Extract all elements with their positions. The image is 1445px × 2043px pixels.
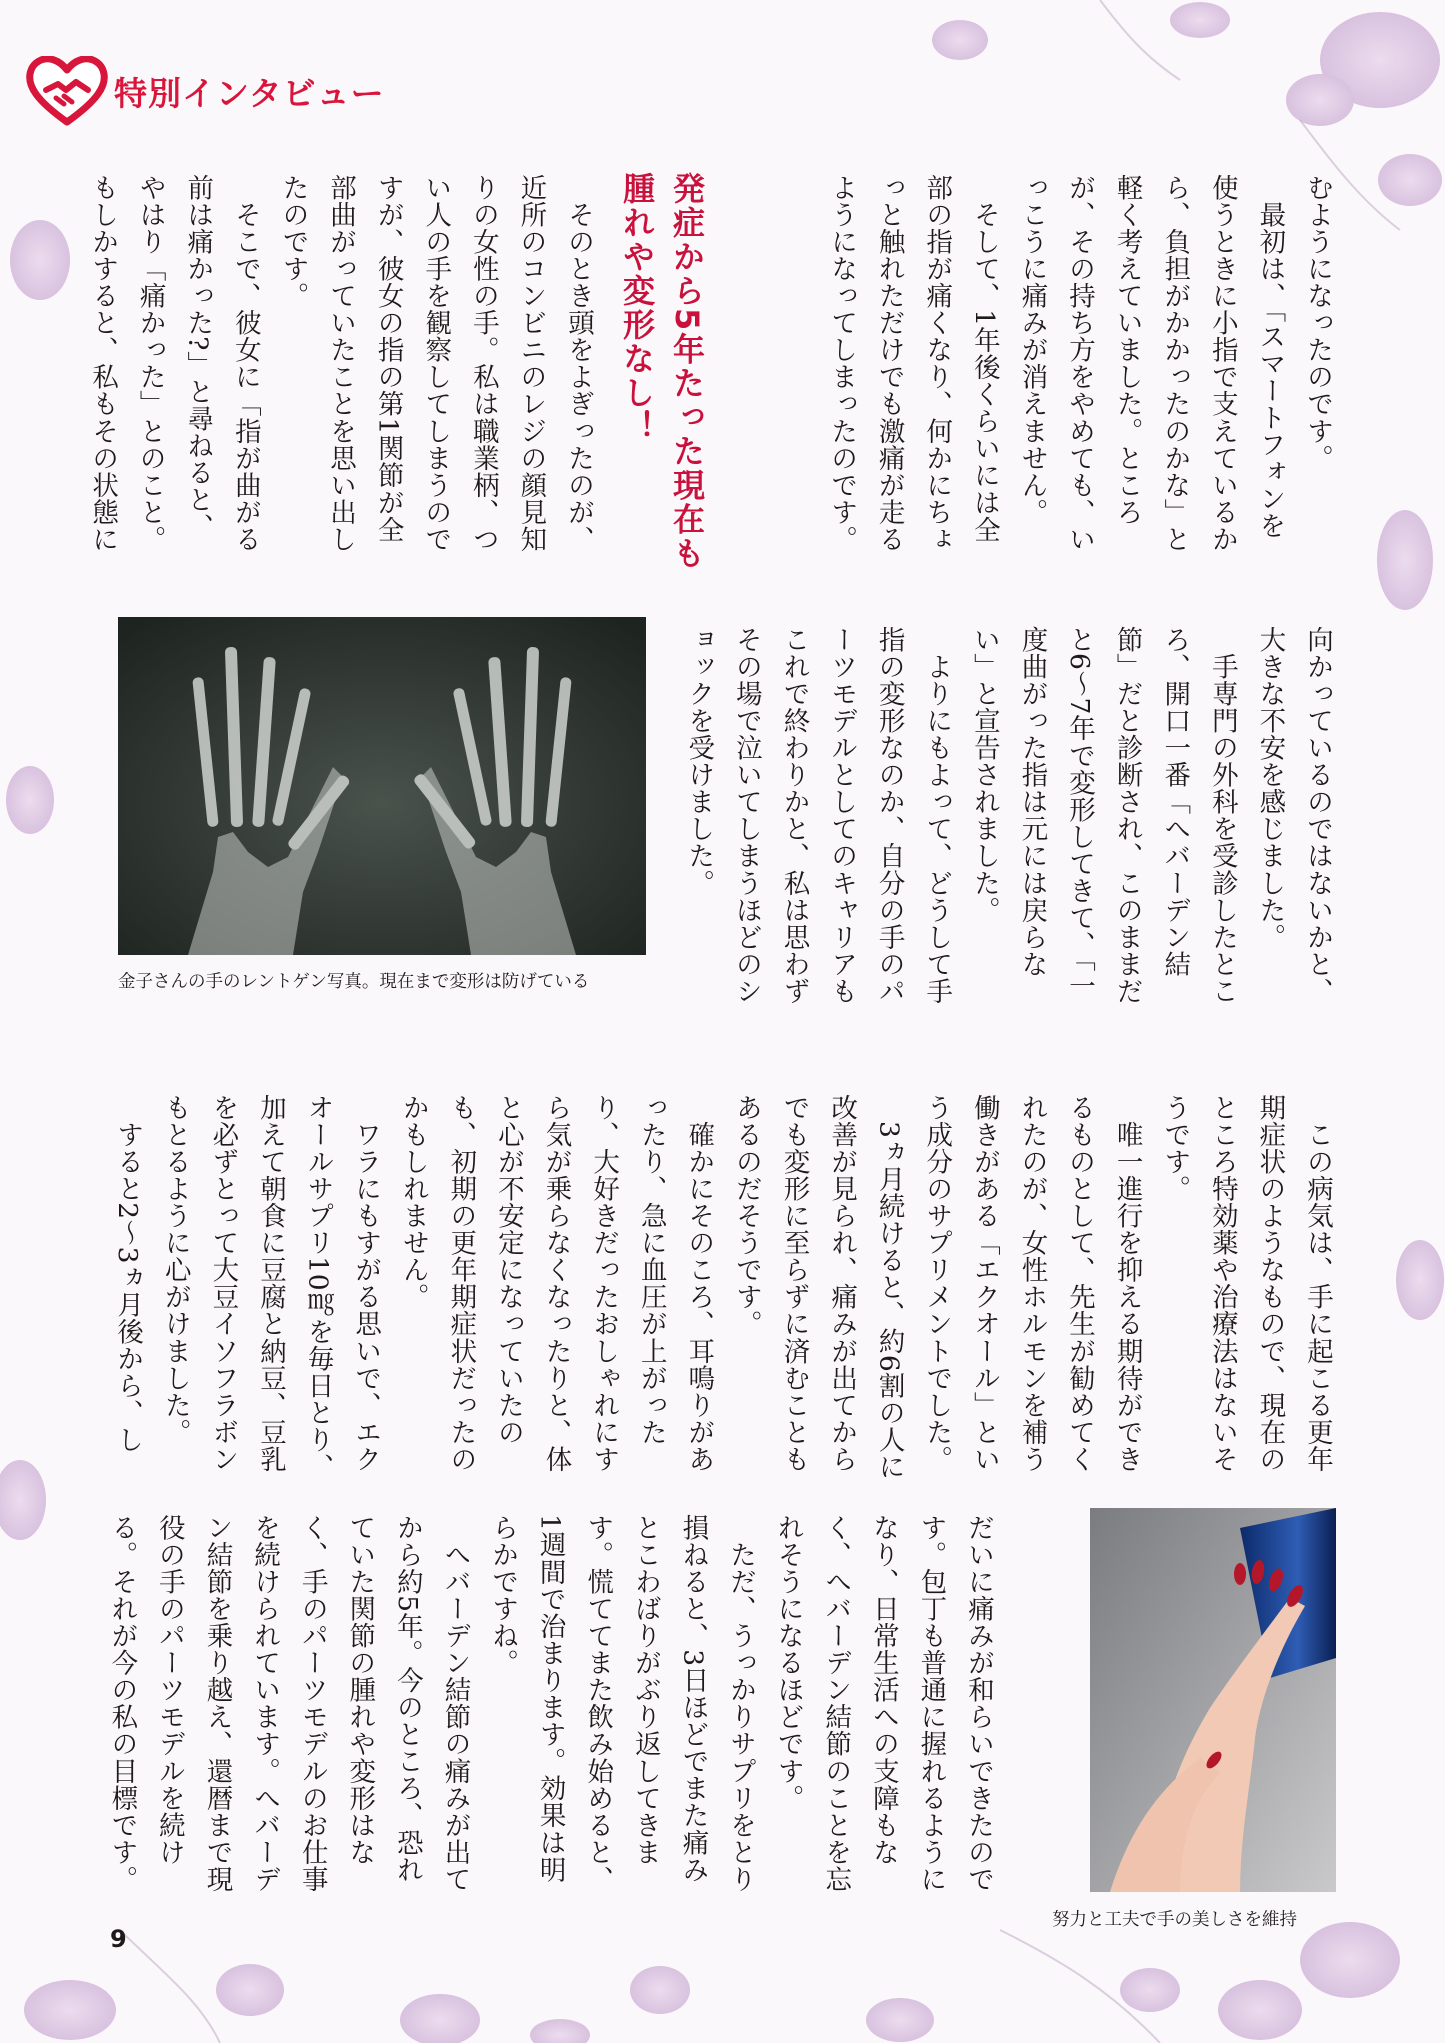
article-heading: 発症から5年たった現在も腫れや変形なし！	[618, 172, 706, 571]
paragraph: だいに痛みが和らいできたのです。包丁も普通に握れるようになり、日常生活への支障もなく、へバーデン結節のことを忘れそうになるほどです。	[772, 1514, 994, 1893]
section-title: 特別インタビュー	[114, 73, 385, 113]
paragraph: 3ヵ月続けると、約6割の人に改善が見られ、痛みが出てからでも変形に至らずに済むこともあるのだそうです。	[730, 1094, 905, 1481]
paragraph: そのとき頭をよぎったのが、近所のコンビニのレジの顔見知りの女性の手。私は職業柄、つい人の手を観察してしまうのですが、彼女の指の第1関節が全部曲がっていたことを思い出したのです。	[277, 174, 594, 553]
paragraph: ワラにもすがる思いで、エクオールサプリ10㎎を毎日とり、加えて朝食に豆腐と納豆、豆乳を必ずとって大豆イソフラボンもとるように心がけました。	[159, 1094, 382, 1481]
xray-caption: 金子さんの手のレントゲン写真。現在まで変形は防げている	[118, 972, 590, 992]
page-number: 9	[110, 1925, 127, 1953]
paragraph: へバーデン結節の痛みが出てから約5年。今のところ、恐れていた関節の腫れや変形はなく、手のパーツモデルのお仕事を続けられています。へバーデン結節を乗り越え、還暦まで現役の手のパーツモデルを続ける。それが今の私の目標です。	[106, 1514, 471, 1893]
hands-photo	[1090, 1508, 1336, 1892]
paragraph: この病気は、手に起こる更年期症状のようなもので、現在のところ特効薬や治療法はないそうです。	[1159, 1094, 1333, 1473]
article-block-4	[104, 1094, 1341, 1486]
paragraph: 最初は、「スマートフォンを使うときに小指で支えているから、負担がかかったのかな」と軽く考えていました。ところが、その持ち方をやめても、いっこうに痛みが消えません。	[1016, 174, 1286, 553]
section-header	[26, 56, 385, 126]
hands-caption: 努力と工夫で手の美しさを維持	[1052, 1910, 1297, 1930]
paragraph: よりにもよって、どうして手指の変形なのか、自分の手のパーツモデルとしてのキャリアもこれで終わりかと、私は思わずその場で泣いてしまうほどのショックを受けました。	[683, 626, 953, 1005]
heart-handshake-icon	[26, 56, 108, 126]
article-block-1	[817, 174, 1341, 566]
paragraph: 向かっているのではないかと、大きな不安を感じました。	[1254, 626, 1333, 1005]
paragraph: 唯一進行を抑える期待ができるものとして、先生が勧めてくれたのが、女性ホルモンを補う働きがある「エクオール」という成分のサプリメントでした。	[921, 1094, 1143, 1473]
paragraph: 確かにそのころ、耳鳴りがあったり、急に血圧が上がったり、大好きだったおしゃれにすら気が乗らなくなったりと、体と心が不安定になっていたのも、初期の更年期症状だったのかもしれません。	[397, 1094, 715, 1473]
paragraph: そして、1年後くらいには全部の指が痛くなり、何かにちょっと触れただけでも激痛が走るようになってしまったのです。	[826, 174, 1000, 553]
paragraph: ただ、うっかりサプリをとり損ねると、3日ほどでまた痛みとこわばりがぶり返してきます。慌ててまた飲み始めると、1週間で治まります。効果は明らかですね。	[487, 1514, 757, 1893]
article-block-5	[98, 1514, 1002, 1906]
paragraph: すると2～3ヵ月後から、し	[112, 1094, 144, 1454]
article-block-3	[675, 626, 1341, 1018]
paragraph: そこで、彼女に「指が曲がる前は痛かった?」と尋ねると、やはり「痛かった」とのこと。もしかすると、私もその状態に	[87, 174, 261, 553]
paragraph: むようになったのです。	[1302, 174, 1333, 472]
xray-photo	[118, 617, 646, 955]
article-block-2	[78, 174, 602, 566]
paragraph: 手専門の外科を受診したところ、開口一番「へバーデン結節」だと診断され、このままだと6～7年で変形してきて、「一度曲がった指は元には戻らない」と宣告されました。	[968, 626, 1238, 1005]
